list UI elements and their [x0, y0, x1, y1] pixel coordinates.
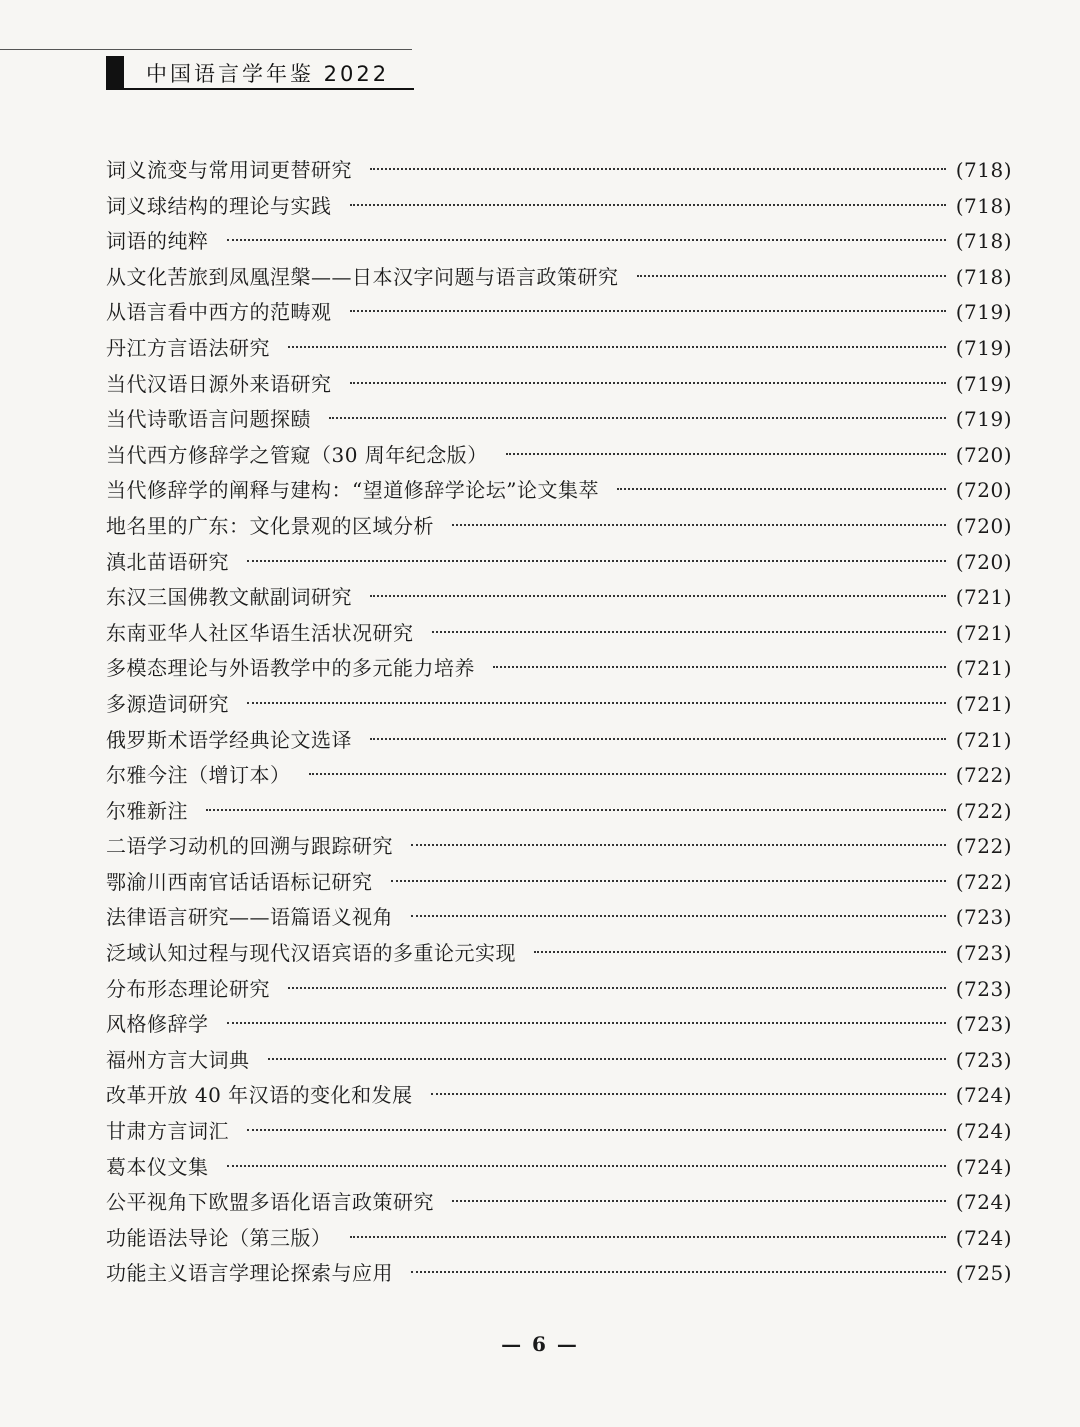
dot-leader: [370, 168, 946, 170]
toc-entry-title: 葛本仪文集: [106, 1154, 209, 1179]
toc-entry: [106, 865, 1012, 901]
toc-entry: [106, 616, 1012, 652]
toc-entry: [106, 651, 1012, 687]
toc-entry-page: (723): [955, 976, 1012, 1001]
toc-entry: [106, 367, 1012, 403]
toc-entry-title: 法律语言研究——语篇语义视角: [106, 905, 393, 930]
toc-entry: [106, 545, 1012, 581]
toc-entry-page: (722): [955, 763, 1012, 788]
toc-entry-page: (722): [955, 834, 1012, 859]
dot-leader: [288, 987, 946, 989]
toc-entry-page: (720): [955, 442, 1012, 467]
toc-entry-page: (723): [955, 941, 1012, 966]
toc-entry-page: (720): [955, 549, 1012, 574]
dot-leader: [637, 275, 946, 277]
toc-entry-title: 从语言看中西方的范畴观: [106, 300, 332, 325]
dot-leader: [534, 951, 946, 953]
dot-leader: [227, 1165, 946, 1167]
toc-entry: [106, 936, 1012, 972]
toc-entry-page: (725): [955, 1261, 1012, 1286]
toc-entry-title: 甘肃方言词汇: [106, 1119, 229, 1144]
toc-entry: [106, 1150, 1012, 1186]
toc-entry: [106, 473, 1012, 509]
toc-entry-title: 当代汉语日源外来语研究: [106, 371, 332, 396]
toc-entry-title: 尔雅今注（增订本）: [106, 763, 291, 788]
header-top-rule: [0, 49, 412, 50]
dot-leader: [370, 595, 946, 597]
toc-entry: [106, 224, 1012, 260]
dot-leader: [506, 453, 946, 455]
toc-entry: [106, 189, 1012, 225]
toc-entry-title: 词义流变与常用词更替研究: [106, 158, 352, 182]
toc-entry-page: (724): [955, 1190, 1012, 1215]
toc-entry-page: (721): [955, 691, 1012, 716]
dot-leader: [247, 1129, 946, 1131]
dot-leader: [411, 915, 946, 917]
toc-entry-page: (723): [955, 1012, 1012, 1037]
dot-leader: [350, 204, 946, 206]
toc-entry: [106, 438, 1012, 474]
dot-leader: [350, 1236, 946, 1238]
dot-leader: [617, 488, 946, 490]
dot-leader: [227, 1022, 946, 1024]
toc-entry-title: 公平视角下欧盟多语化语言政策研究: [106, 1190, 434, 1215]
dot-leader: [411, 1271, 946, 1273]
toc-entry-page: (718): [955, 264, 1012, 289]
dot-leader: [391, 880, 946, 882]
dot-leader: [350, 382, 946, 384]
toc-entry-page: (724): [955, 1083, 1012, 1108]
dot-leader: [329, 417, 946, 419]
toc-entry: [106, 1078, 1012, 1114]
page-number: — 6 —: [501, 1332, 579, 1356]
toc-entry-page: (719): [955, 371, 1012, 396]
toc-entry-title: 分布形态理论研究: [106, 976, 270, 1001]
dot-leader: [206, 809, 946, 811]
toc-entry-page: (721): [955, 656, 1012, 681]
table-of-contents: [106, 153, 1012, 1292]
dot-leader: [432, 631, 946, 633]
toc-entry-page: (723): [955, 905, 1012, 930]
dot-leader: [493, 666, 946, 668]
toc-entry: [106, 580, 1012, 616]
toc-entry-title: 俄罗斯术语学经典论文选译: [106, 727, 352, 752]
toc-entry: [106, 153, 1012, 189]
dot-leader: [452, 524, 946, 526]
toc-entry-title: 当代修辞学的阐释与建构：“望道修辞学论坛”论文集萃: [106, 478, 599, 503]
toc-entry-page: (719): [955, 335, 1012, 360]
running-header: [0, 0, 1080, 100]
toc-entry: [106, 402, 1012, 438]
dot-leader: [370, 738, 946, 740]
toc-entry-title: 改革开放 40 年汉语的变化和发展: [106, 1083, 413, 1108]
toc-entry-title: 东南亚华人社区华语生活状况研究: [106, 620, 414, 645]
toc-entry-title: 功能语法导论（第三版）: [106, 1225, 332, 1250]
toc-entry-page: (722): [955, 798, 1012, 823]
toc-entry-title: 多模态理论与外语教学中的多元能力培养: [106, 656, 475, 681]
toc-entry-page: (718): [955, 229, 1012, 254]
toc-entry: [106, 972, 1012, 1008]
toc-entry-title: 当代西方修辞学之管窥（30 周年纪念版）: [106, 442, 488, 467]
toc-entry-title: 词语的纯粹: [106, 229, 209, 254]
toc-entry: [106, 1256, 1012, 1292]
dot-leader: [268, 1058, 946, 1060]
dot-leader: [350, 310, 946, 312]
toc-entry: [106, 509, 1012, 545]
toc-entry-page: (721): [955, 620, 1012, 645]
toc-entry-title: 当代诗歌语言问题探赜: [106, 407, 311, 432]
toc-entry: [106, 758, 1012, 794]
dot-leader: [411, 844, 946, 846]
toc-entry-page: (724): [955, 1119, 1012, 1144]
toc-entry: [106, 723, 1012, 759]
toc-entry-page: (718): [955, 158, 1012, 182]
toc-entry-page: (719): [955, 300, 1012, 325]
toc-entry-title: 泛域认知过程与现代汉语宾语的多重论元实现: [106, 941, 516, 966]
toc-entry-page: (720): [955, 513, 1012, 538]
toc-entry-page: (718): [955, 193, 1012, 218]
toc-entry-title: 从文化苦旅到凤凰涅槃——日本汉字问题与语言政策研究: [106, 264, 619, 289]
dot-leader: [452, 1200, 946, 1202]
toc-entry-title: 功能主义语言学理论探索与应用: [106, 1261, 393, 1286]
toc-entry-page: (720): [955, 478, 1012, 503]
toc-entry: [106, 794, 1012, 830]
dot-leader: [431, 1093, 946, 1095]
toc-entry-title: 地名里的广东：文化景观的区域分析: [106, 513, 434, 538]
toc-entry-page: (724): [955, 1154, 1012, 1179]
toc-entry-title: 滇北苗语研究: [106, 549, 229, 574]
header-black-block: [106, 56, 124, 88]
toc-entry-title: 尔雅新注: [106, 798, 188, 823]
toc-entry: [106, 900, 1012, 936]
toc-entry: [106, 687, 1012, 723]
header-bottom-rule: [106, 88, 414, 90]
dot-leader: [288, 346, 946, 348]
toc-entry-title: 词义球结构的理论与实践: [106, 193, 332, 218]
toc-entry-title: 鄂渝川西南官话话语标记研究: [106, 869, 373, 894]
toc-entry: [106, 1221, 1012, 1257]
toc-entry: [106, 1007, 1012, 1043]
toc-entry-page: (724): [955, 1225, 1012, 1250]
toc-entry-title: 福州方言大词典: [106, 1047, 250, 1072]
toc-entry-title: 东汉三国佛教文献副词研究: [106, 585, 352, 610]
header-title: 中国语言学年鉴 2022: [146, 62, 390, 86]
toc-entry: [106, 1185, 1012, 1221]
dot-leader: [247, 560, 946, 562]
toc-entry-page: (721): [955, 727, 1012, 752]
toc-entry-title: 风格修辞学: [106, 1012, 209, 1037]
toc-entry-title: 二语学习动机的回溯与跟踪研究: [106, 834, 393, 859]
toc-entry-page: (722): [955, 869, 1012, 894]
toc-entry: [106, 331, 1012, 367]
dot-leader: [247, 702, 946, 704]
toc-entry-page: (721): [955, 585, 1012, 610]
dot-leader: [309, 773, 946, 775]
toc-entry: [106, 1114, 1012, 1150]
toc-entry-page: (723): [955, 1047, 1012, 1072]
toc-entry: [106, 1043, 1012, 1079]
toc-entry-title: 多源造词研究: [106, 691, 229, 716]
toc-entry: [106, 829, 1012, 865]
toc-entry: [106, 260, 1012, 296]
toc-entry-page: (719): [955, 407, 1012, 432]
toc-entry: [106, 295, 1012, 331]
toc-entry-title: 丹江方言语法研究: [106, 335, 270, 360]
dot-leader: [227, 239, 946, 241]
